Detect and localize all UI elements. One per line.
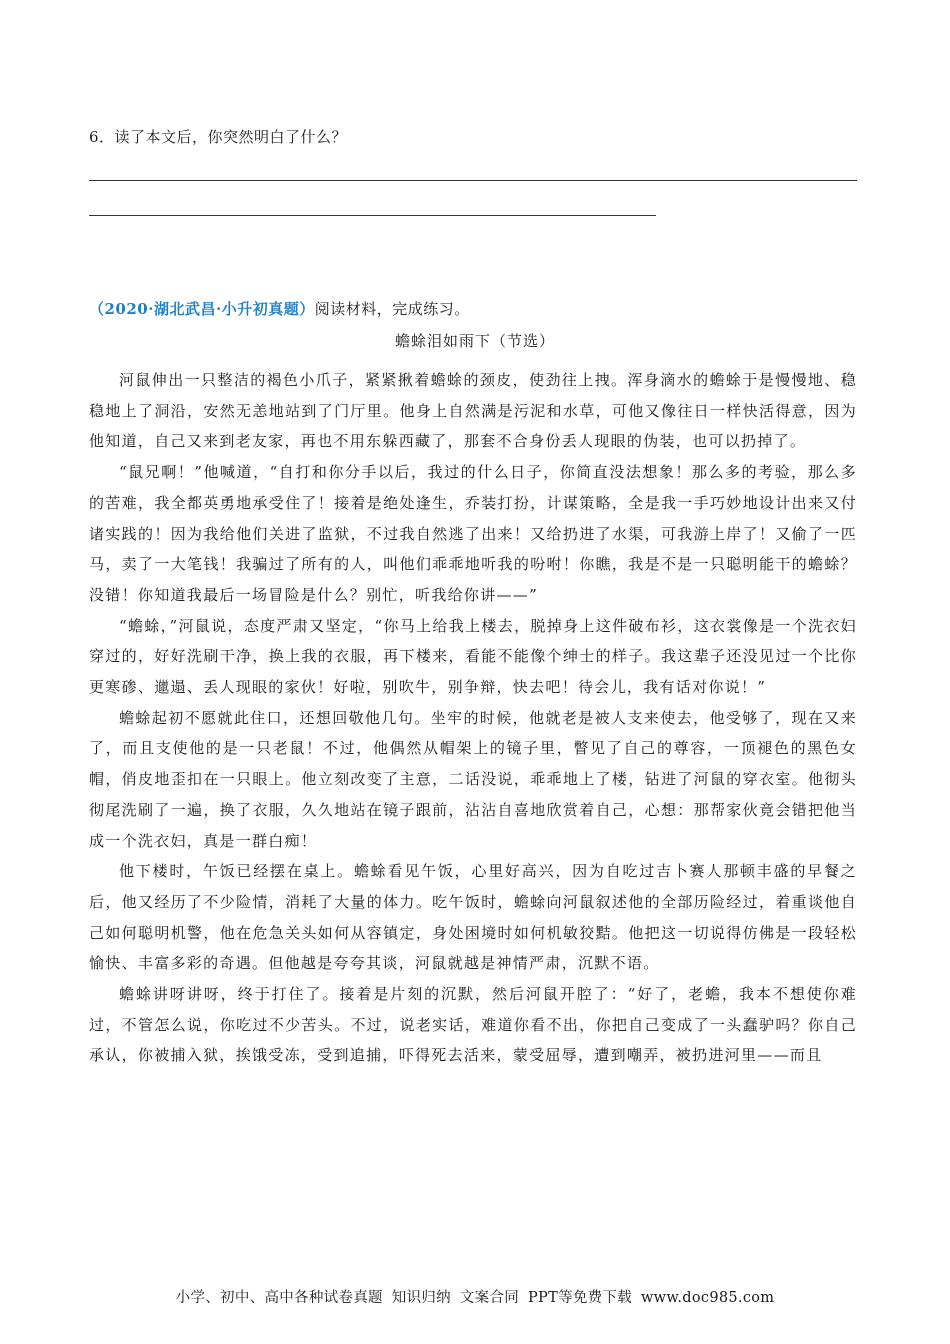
reading-instruction: 阅读材料，完成练习。 — [314, 300, 470, 318]
paragraph: “蟾蜍，”河鼠说，态度严肃又坚定，“你马上给我上楼去，脱掉身上这件破布衫，这衣裳像是一个洗衣妇穿过的，好好洗刷干净，换上我的衣服，再下楼来，看能不能像个绅士的样子。我这辈子还没见过一个比你更寒碜、邋遢、丢人现眼的家伙！好啦，别吹牛，别争辩，快去吧！待会儿，我有话对你说！” — [89, 616, 857, 697]
reading-source — [89, 298, 470, 319]
paragraph: 蟾蜍讲呀讲呀，终于打住了。接着是片刻的沉默，然后河鼠开腔了：“好了，老蟾，我本不想使你难过，不管怎么说，你吃过不少苦头。不过，说老实话，难道你看不出，你把自己变成了一头蠢驴吗？你自己承认，你被捕入狱，挨饿受冻，受到追捕，吓得死去活来，蒙受屈辱，遭到嘲弄，被扔进河里——而且 — [89, 985, 857, 1065]
source-tag: （2020·湖北武昌·小升初真题） — [89, 300, 315, 318]
page-footer: 小学、初中、高中各种试卷真题 知识归纳 文案合同 PPT等免费下载 www.doc985.com — [175, 1290, 775, 1306]
passage-title: 蟾蜍泪如雨下（节选） — [394, 332, 555, 350]
paragraph: 蟾蜍起初不愿就此住口，还想回敬他几句。坐牢的时候，他就老是被人支来使去，他受够了，现在又来了，而且支使他的是一只老鼠！不过，他偶然从帽架上的镜子里，瞥见了自己的尊容，一顶褪色的黑色女帽，俏皮地歪扣在一只眼上。他立刻改变了主意，二话没说，乖乖地上了楼，钻进了河鼠的穿衣室。他彻头彻尾洗刷了一遍，换了衣服，久久地站在镜子跟前，沾沾自喜地欣赏着自己，心想：那帮家伙竟会错把他当成一个洗衣妇，真是一群白痴！ — [89, 708, 857, 850]
answer-line — [89, 215, 656, 216]
answer-line — [89, 180, 857, 181]
passage-body — [89, 365, 857, 1071]
paragraph: 他下楼时，午饭已经摆在桌上。蟾蜍看见午饭，心里好高兴，因为自吃过吉卜赛人那顿丰盛的早餐之后，他又经历了不少险情，消耗了大量的体力。吃午饭时，蟾蜍向河鼠叙述他的全部历险经过，着重谈他自己如何聪明机警，他在危急关头如何从容镇定，身处困境时如何机敏狡黠。他把这一切说得仿佛是一段轻松愉快、丰富多彩的奇遇。但他越是夸夸其谈，河鼠就越是神情严肃，沉默不语。 — [89, 862, 857, 973]
question-6: 6．读了本文后，你突然明白了什么？ — [89, 128, 348, 146]
paragraph: 河鼠伸出一只整洁的褐色小爪子，紧紧揪着蟾蜍的颈皮，使劲往上拽。浑身滴水的蟾蜍于是慢慢地、稳稳地上了洞沿，安然无恙地站到了门厅里。他身上自然满是污泥和水草，可他又像往日一样快活得意，因为他知道，自己又来到老友家，再也不用东躲西藏了，那套不合身份丢人现眼的伪装，也可以扔掉了。 — [89, 371, 857, 451]
paragraph: “鼠兄啊！”他喊道，“自打和你分手以后，我过的什么日子，你简直没法想象！那么多的考验，那么多的苦难，我全都英勇地承受住了！接着是绝处逢生，乔装打扮，计谋策略，全是我一手巧妙地设计出来又付诸实践的！因为我给他们关进了监狱，不过我自然逃了出来！又给扔进了水渠，可我游上岸了！又偷了一匹马，卖了一大笔钱！我骗过了所有的人，叫他们乖乖地听我的吩咐！你瞧，我是不是一只聪明能干的蟾蜍？没错！你知道我最后一场冒险是什么？别忙，听我给你讲——” — [89, 463, 857, 604]
